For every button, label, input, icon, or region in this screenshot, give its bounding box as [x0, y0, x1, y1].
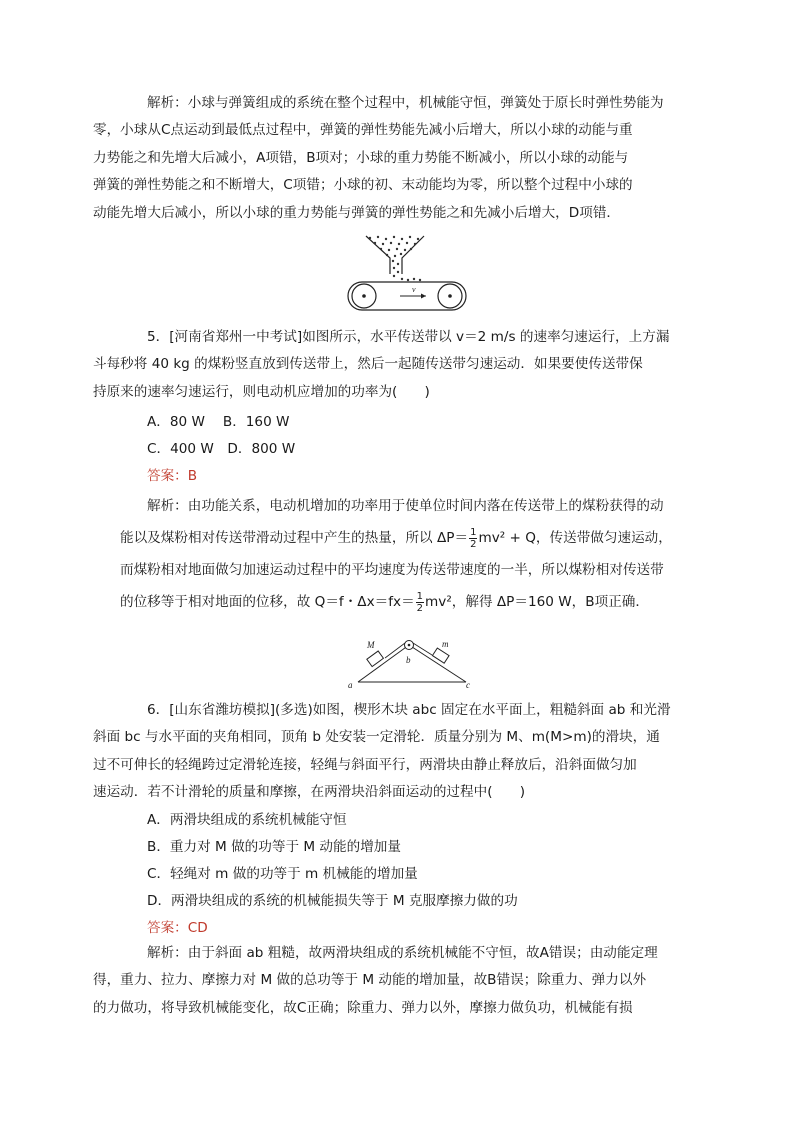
conveyor-figure: [340, 230, 480, 320]
q6-stem: [93, 697, 678, 807]
q4-analysis-line: 零，小球从C点运动到最低点过程中，弹簧的弹性势能先减小后增大，所以小球的动能与重: [93, 122, 633, 139]
q4-analysis-line: 动能先增大后减小，所以小球的重力势能与弹簧的弹性势能之和先减小后增大，D项错．: [93, 204, 621, 221]
q5-answer: 答案：B: [147, 468, 198, 484]
label-M: M: [367, 640, 375, 650]
q4-analysis-line: 弹簧的弹性势能之和不断增大，C项错；小球的初、末动能均为零，所以整个过程中小球的: [93, 177, 633, 194]
q5-stem: [93, 324, 678, 406]
q5-stem-line: 斗每秒将 40 kg 的煤粉竖直放到传送带上，然后一起随传送带匀速运动．如果要使传送带保: [93, 356, 643, 373]
label-a: a: [348, 680, 353, 690]
q6-stem-line: 斜面 bc 与水平面的夹角相同，顶角 b 处安装一定滑轮．质量分别为 M、m(M>m)的滑块，通: [93, 729, 660, 746]
q5-option-ab: A．80 W B．160 W: [147, 414, 290, 430]
velocity-label: v: [412, 285, 416, 294]
q5-analysis-line: 能以及煤粉相对传送带滑动过程中产生的热量，所以 ΔP＝ $\frac{1}{2}$ mv² + Q，传送带做匀速运动，: [120, 526, 672, 550]
fraction-half: $\frac{1}{2}$: [470, 526, 477, 550]
q6-option-a: A．两滑块组成的系统机械能守恒: [147, 812, 347, 828]
label-b: b: [406, 655, 411, 665]
q5-stem-line: 5．[河南省郑州一中考试]如图所示，水平传送带以 v＝2 m/s 的速率匀速运行，上方漏: [147, 329, 670, 345]
wedge-figure: [340, 636, 485, 692]
q6-analysis-line: 解析：由于斜面 ab 粗糙，故两滑块组成的系统机械能不守恒，故A错误；由动能定理: [147, 945, 658, 961]
q6-analysis: [93, 940, 678, 1022]
q4-analysis-line: 力势能之和先增大后减小，A项错，B项对；小球的重力势能不断减小，所以小球的动能与: [93, 149, 629, 166]
q6-option-c: C．轻绳对 m 做的功等于 m 机械能的增加量: [147, 866, 418, 882]
q5-analysis-line: 而煤粉相对地面做匀加速运动过程中的平均速度为传送带速度的一半，所以煤粉相对传送带: [120, 562, 664, 578]
q6-analysis-line: 的力做功，将导致机械能变化，故C正确；除重力、弹力以外，摩擦力做负功，机械能有损: [93, 999, 633, 1016]
q6-answer: 答案：CD: [147, 920, 208, 936]
label-c: c: [466, 680, 470, 690]
q6-stem-line: 6．[山东省潍坊模拟](多选)如图，楔形木块 abc 固定在水平面上，粗糙斜面 ab 和光滑: [147, 702, 671, 718]
q6-option-d: D．两滑块组成的系统的机械能损失等于 M 克服摩擦力做的功: [147, 893, 518, 909]
q5-analysis-line: 的位移等于相对地面的位移，故 Q＝f・Δx＝fx＝ $\frac{1}{2}$ mv²，解得 ΔP＝160 W，B项正确．: [120, 590, 649, 614]
q5-stem-line: 持原来的速率匀速运行，则电动机应增加的功率为( ): [93, 383, 430, 400]
q6-stem-line: 过不可伸长的轻绳跨过定滑轮连接，轻绳与斜面平行，两滑块由静止释放后，沿斜面做匀加: [93, 756, 637, 773]
q4-analysis: [93, 90, 678, 227]
q5-option-cd: C．400 W D．800 W: [147, 441, 296, 457]
q6-option-b: B．重力对 M 做的功等于 M 动能的增加量: [147, 839, 401, 855]
fraction-half: $\frac{1}{2}$: [416, 590, 424, 614]
q5-analysis-line: 解析：由功能关系，电动机增加的功率用于使单位时间内落在传送带上的煤粉获得的动: [147, 498, 664, 514]
q5-analysis: [120, 490, 678, 618]
q6-analysis-line: 得，重力、拉力、摩擦力对 M 做的总功等于 M 动能的增加量，故B错误；除重力、弹力以外: [93, 972, 647, 989]
q6-stem-line: 速运动．若不计滑轮的质量和摩擦，在两滑块沿斜面运动的过程中( ): [93, 784, 526, 801]
label-m: m: [442, 639, 449, 649]
q4-analysis-line: 解析：小球与弹簧组成的系统在整个过程中，机械能守恒，弹簧处于原长时弹性势能为: [147, 95, 664, 111]
